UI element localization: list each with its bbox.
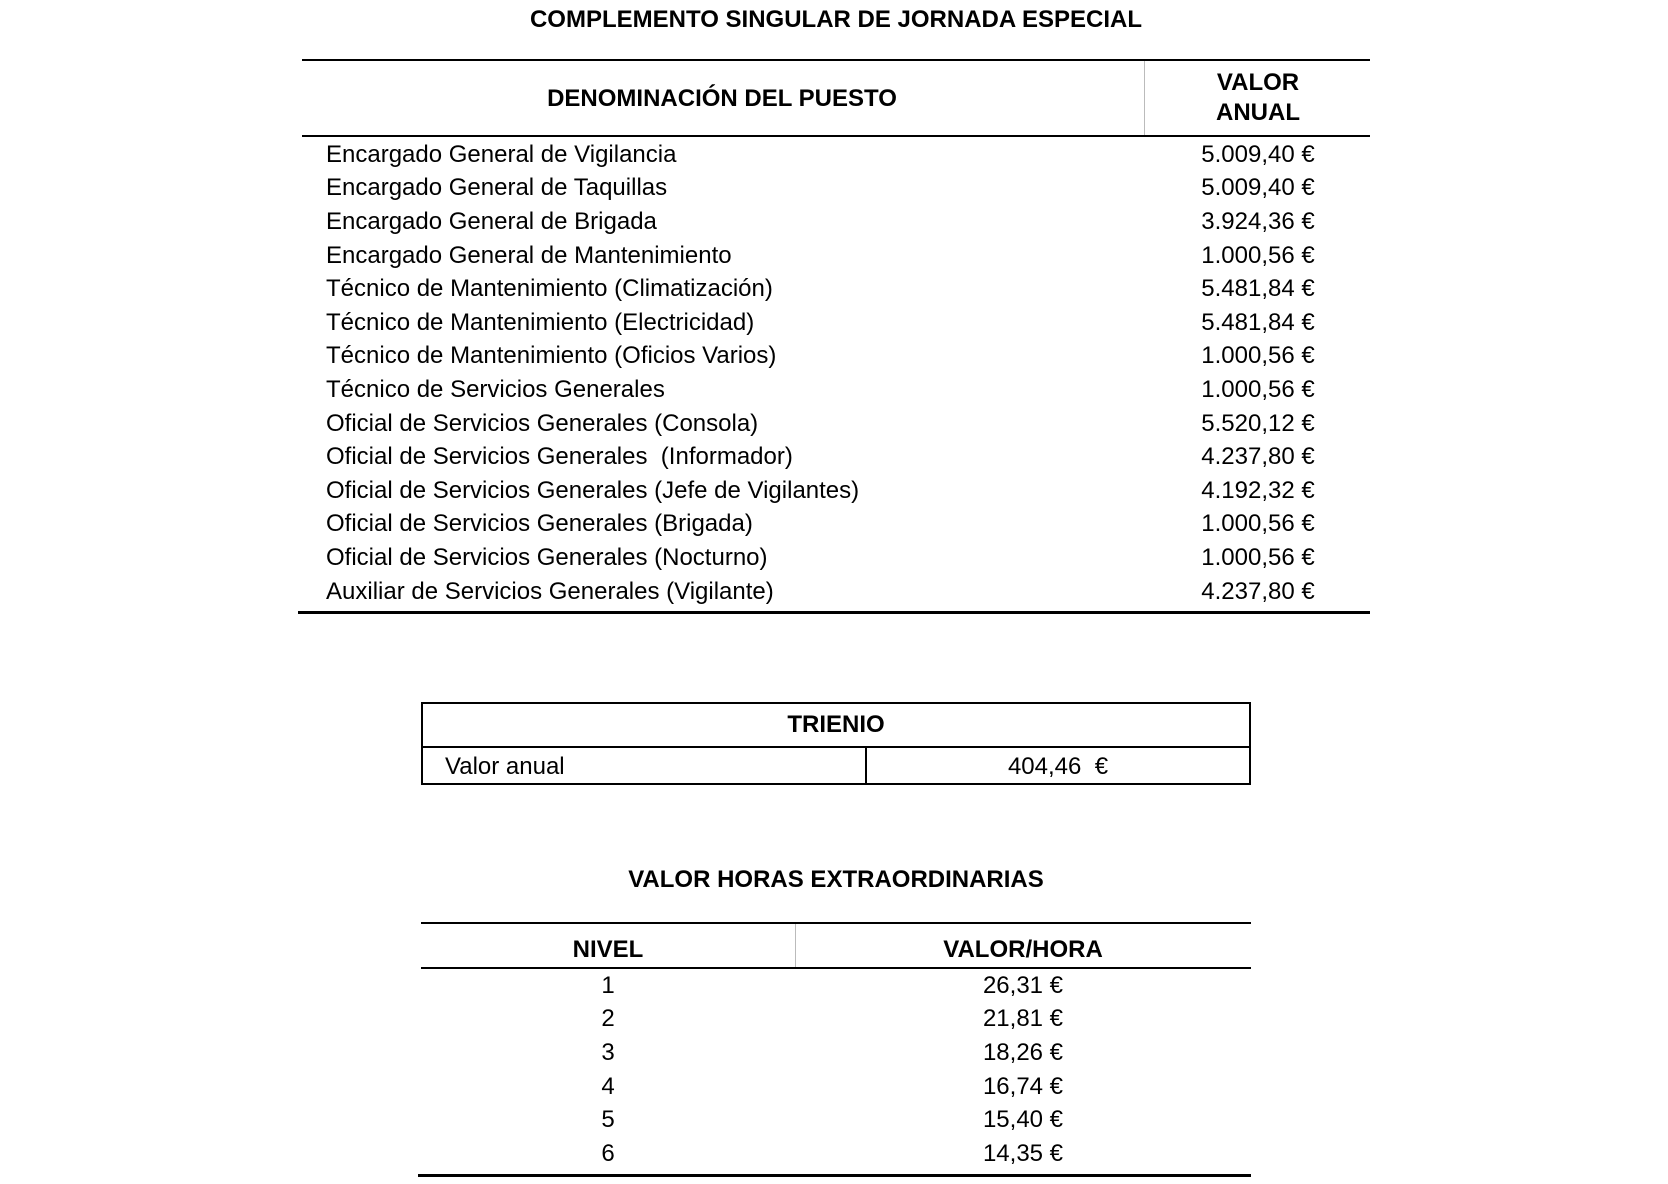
nivel-value: 3 [601,1038,615,1066]
valor-anual: 5.520,12 € [1201,409,1315,437]
puesto-name: Oficial de Servicios Generales (Brigada) [326,510,753,538]
header-nivel: NIVEL [572,936,644,963]
header-denominacion: DENOMINACIÓN DEL PUESTO [547,85,897,112]
puesto-name: Técnico de Mantenimiento (Oficios Varios) [326,342,777,370]
complemento-title: COMPLEMENTO SINGULAR DE JORNADA ESPECIAL [529,6,1143,33]
puesto-name: Técnico de Servicios Generales [326,375,665,403]
puesto-name: Oficial de Servicios Generales (Nocturno) [326,543,768,571]
puesto-name: Oficial de Servicios Generales (Consola) [326,409,759,437]
nivel-value: 5 [601,1106,615,1134]
horas-header [421,929,1251,971]
complemento-top-rule [302,59,1370,61]
horas-rows [421,969,1251,1171]
valor-anual: 4.192,32 € [1201,476,1315,504]
valor-anual: 1.000,56 € [1201,241,1315,269]
valor-anual: 1.000,56 € [1201,510,1315,538]
table-row [300,575,1372,609]
table-row [300,172,1372,206]
valor-anual: 3.924,36 € [1201,207,1315,235]
table-row [421,1103,1251,1137]
valor-hora: 26,31 € [982,971,1064,999]
table-row [421,1036,1251,1070]
table-row [300,340,1372,374]
trienio-title: TRIENIO [423,704,1249,748]
nivel-value: 2 [601,1005,615,1033]
header-valor-hora: VALOR/HORA [943,936,1103,963]
valor-hora: 15,40 € [982,1106,1064,1134]
table-row [421,969,1251,1003]
puesto-name: Técnico de Mantenimiento (Electricidad) [326,308,755,336]
trienio-value: 404,46 € [1007,753,1109,780]
horas-top-rule [421,922,1251,924]
table-row [300,138,1372,172]
valor-anual: 1.000,56 € [1201,342,1315,370]
nivel-value: 4 [601,1072,615,1100]
complemento-rows [300,138,1372,608]
puesto-name: Oficial de Servicios Generales (Informador) [326,443,793,471]
valor-hora: 16,74 € [982,1072,1064,1100]
trienio-label: Valor anual [423,748,867,785]
puesto-name: Técnico de Mantenimiento (Climatización) [326,275,773,303]
valor-hora: 21,81 € [982,1005,1064,1033]
valor-hora: 14,35 € [982,1139,1064,1167]
valor-anual: 4.237,80 € [1201,443,1315,471]
valor-anual: 1.000,56 € [1201,375,1315,403]
table-row [300,205,1372,239]
table-row [300,373,1372,407]
valor-anual: 5.481,84 € [1201,275,1315,303]
puesto-name: Encargado General de Taquillas [326,174,668,202]
puesto-name: Oficial de Servicios Generales (Jefe de Vigilantes) [326,476,860,504]
complemento-header-rule [302,135,1370,137]
valor-anual: 5.481,84 € [1201,308,1315,336]
table-row [300,272,1372,306]
nivel-value: 1 [601,971,615,999]
complemento-bottom-rule [298,611,1370,614]
horas-bottom-rule [418,1174,1251,1177]
valor-anual: 5.009,40 € [1201,140,1315,168]
valor-anual: 4.237,80 € [1201,577,1315,605]
table-row [300,239,1372,273]
table-row [300,407,1372,441]
trienio-table [421,702,1251,785]
header-valor-line2: ANUAL [1216,99,1300,126]
puesto-name: Encargado General de Vigilancia [326,140,677,168]
valor-anual: 5.009,40 € [1201,174,1315,202]
horas-title: VALOR HORAS EXTRAORDINARIAS [628,866,1044,893]
table-row [300,474,1372,508]
table-row [300,306,1372,340]
table-row [421,1070,1251,1104]
table-row [300,440,1372,474]
valor-hora: 18,26 € [982,1038,1064,1066]
nivel-value: 6 [601,1139,615,1167]
table-row [421,1137,1251,1171]
header-valor-anual [1144,68,1372,128]
trienio-row [423,748,1249,785]
puesto-name: Auxiliar de Servicios Generales (Vigilante) [326,577,774,605]
table-row [421,1003,1251,1037]
valor-anual: 1.000,56 € [1201,543,1315,571]
puesto-name: Encargado General de Mantenimiento [326,241,732,269]
table-row [300,508,1372,542]
header-valor-line1: VALOR [1216,69,1300,96]
table-row [300,541,1372,575]
puesto-name: Encargado General de Brigada [326,207,657,235]
